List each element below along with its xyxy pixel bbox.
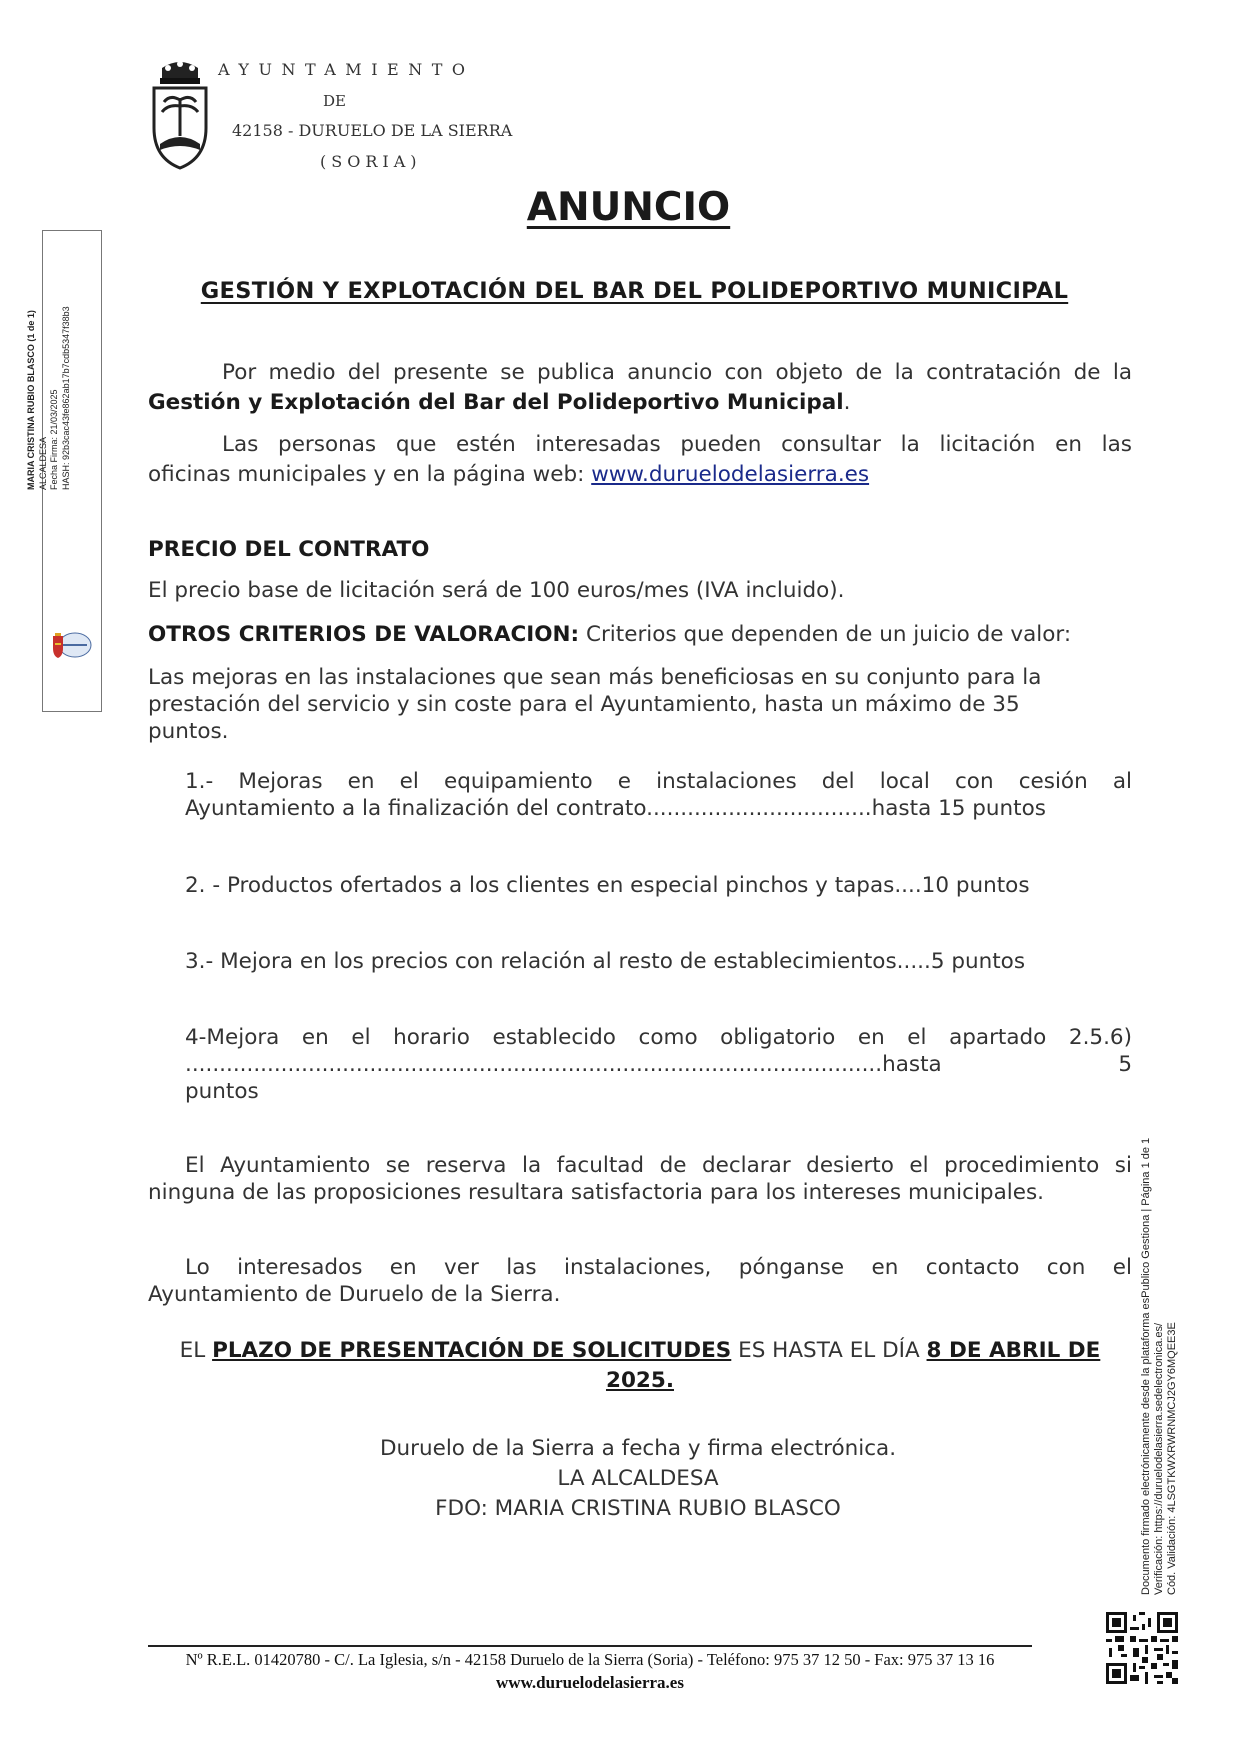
intro-paragraph1-line1: Por medio del presente se publica anuncio con objeto de la contratación de la bbox=[222, 360, 1132, 385]
footer-address: Nº R.E.L. 01420780 - C/. La Iglesia, s/n - 42158 Duruelo de la Sierra (Soria) - Teléfono: 975 37 12 50 - Fax: 975 37 13 16 bbox=[185, 1650, 995, 1669]
qr-code-icon bbox=[1106, 1612, 1178, 1684]
contract-object: Gestión y Explotación del Bar del Polideportivo Municipal bbox=[148, 390, 844, 415]
signature-hash: HASH: 92b3cac43fe862ab17b7cdb5347f38b3 bbox=[60, 306, 71, 490]
criteria-item1-line1: 1.- Mejoras en el equipamiento e instalaciones del local con cesión al bbox=[185, 769, 1132, 794]
intro-period: . bbox=[843, 390, 851, 415]
signoff-line3: FDO: MARIA CRISTINA RUBIO BLASCO bbox=[435, 1496, 841, 1521]
criteria-item3: 3.- Mejora en los precios con relación al resto de establecimientos.....5 puntos bbox=[185, 949, 1026, 974]
deadline-date-part1: 8 DE ABRIL DE bbox=[926, 1338, 1101, 1363]
signoff-line2: LA ALCALDESA bbox=[557, 1466, 719, 1491]
closing-paragraph2-line1: Lo interesados en ver las instalaciones, pónganse en contacto con el bbox=[185, 1255, 1132, 1280]
page-subtitle: GESTIÓN Y EXPLOTACIÓN DEL BAR DEL POLIDEPORTIVO MUNICIPAL bbox=[200, 278, 1069, 304]
intro-paragraph1-line2 bbox=[148, 388, 1132, 417]
footer-divider bbox=[148, 1645, 1032, 1647]
municipality-header-line1: AYUNTAMIENTO bbox=[218, 60, 475, 79]
verification-text bbox=[1140, 1095, 1179, 1595]
closing-paragraph1-line1: El Ayuntamiento se reserva la facultad de declarar desierto el procedimiento si bbox=[185, 1153, 1132, 1178]
criteria-heading: OTROS CRITERIOS DE VALORACION: bbox=[148, 622, 580, 647]
criteria-item1-line2: Ayuntamiento a la finalización del contrato.................................hasta 15 puntos bbox=[185, 796, 1046, 821]
signature-seal-icon bbox=[49, 630, 93, 660]
intro-paragraph2-line1: Las personas que estén interesadas pueden consultar la licitación en las bbox=[222, 432, 1132, 457]
closing-paragraph1-line2: ninguna de las proposiciones resultara satisfactoria para los intereses municipales. bbox=[148, 1180, 1044, 1205]
criteria-intro-line2: prestación del servicio y sin coste para el Ayuntamiento, hasta un máximo de 35 bbox=[148, 692, 1020, 717]
dot-leader: ...................................................................................................... bbox=[185, 1052, 883, 1077]
item4-points: 5 bbox=[1118, 1052, 1132, 1077]
signer-name: MARIA CRISTINA RUBIO BLASCO (1 de 1) bbox=[26, 310, 36, 490]
criteria-item4-line3: puntos bbox=[185, 1079, 259, 1104]
signoff-line1: Duruelo de la Sierra a fecha y firma electrónica. bbox=[379, 1436, 897, 1461]
item4-dots bbox=[185, 1051, 942, 1078]
verification-line2: Verificación: https://duruelodelasierra.sedelectronica.es/ bbox=[1153, 1322, 1165, 1595]
verification-line3: Documento firmado electrónicamente desde la plataforma esPublico Gestiona | Página 1 de 1 bbox=[1140, 1137, 1152, 1595]
deadline-prefix: EL bbox=[179, 1338, 213, 1363]
verification-line1: Cód. Validación: 4LSGTKWXRWRNMCJ2GY6MQEE3E bbox=[1166, 1322, 1178, 1595]
municipality-header-line3: 42158 - DURUELO DE LA SIERRA bbox=[232, 121, 513, 140]
criteria-intro-line3: puntos. bbox=[148, 719, 229, 744]
deadline-line1 bbox=[148, 1336, 1132, 1365]
criteria-intro-line1: Las mejoras en las instalaciones que sean más beneficiosas en su conjunto para la bbox=[148, 665, 1042, 690]
criteria-item4-line2 bbox=[185, 1051, 1132, 1078]
signer-role: ALCALDESA bbox=[37, 436, 48, 490]
page-title: ANUNCIO bbox=[526, 185, 731, 230]
price-heading: PRECIO DEL CONTRATO bbox=[148, 537, 430, 562]
footer-website: www.duruelodelasierra.es bbox=[496, 1673, 684, 1692]
item4-hasta: hasta bbox=[882, 1052, 942, 1077]
criteria-heading-rest: Criterios que dependen de un juicio de valor: bbox=[579, 622, 1072, 647]
price-text: El precio base de licitación será de 100 euros/mes (IVA incluido). bbox=[148, 578, 845, 603]
closing-paragraph2-line2: Ayuntamiento de Duruelo de la Sierra. bbox=[148, 1282, 561, 1307]
coat-of-arms-logo bbox=[148, 58, 212, 170]
deadline-date-part2: 2025. bbox=[605, 1368, 674, 1393]
municipality-header-line2: DE bbox=[323, 92, 346, 110]
signature-date: Fecha Firma: 21/03/2025 bbox=[49, 389, 59, 490]
deadline-middle: ES HASTA EL DÍA bbox=[731, 1338, 927, 1363]
website-link[interactable]: www.duruelodelasierra.es bbox=[591, 462, 870, 487]
deadline-emphasis: PLAZO DE PRESENTACIÓN DE SOLICITUDES bbox=[212, 1338, 732, 1363]
intro-paragraph2-line2 bbox=[148, 460, 1132, 489]
criteria-intro bbox=[148, 664, 1132, 745]
municipality-header-line4: (SORIA) bbox=[320, 152, 422, 171]
criteria-item2: 2. - Productos ofertados a los clientes en especial pinchos y tapas....10 puntos bbox=[185, 873, 1030, 898]
signature-text bbox=[26, 230, 72, 490]
intro-text: oficinas municipales y en la página web: bbox=[148, 462, 592, 487]
criteria-item4-line1: 4-Mejora en el horario establecido como obligatorio en el apartado 2.5.6) bbox=[185, 1025, 1132, 1050]
criteria-heading-line bbox=[148, 620, 1132, 649]
